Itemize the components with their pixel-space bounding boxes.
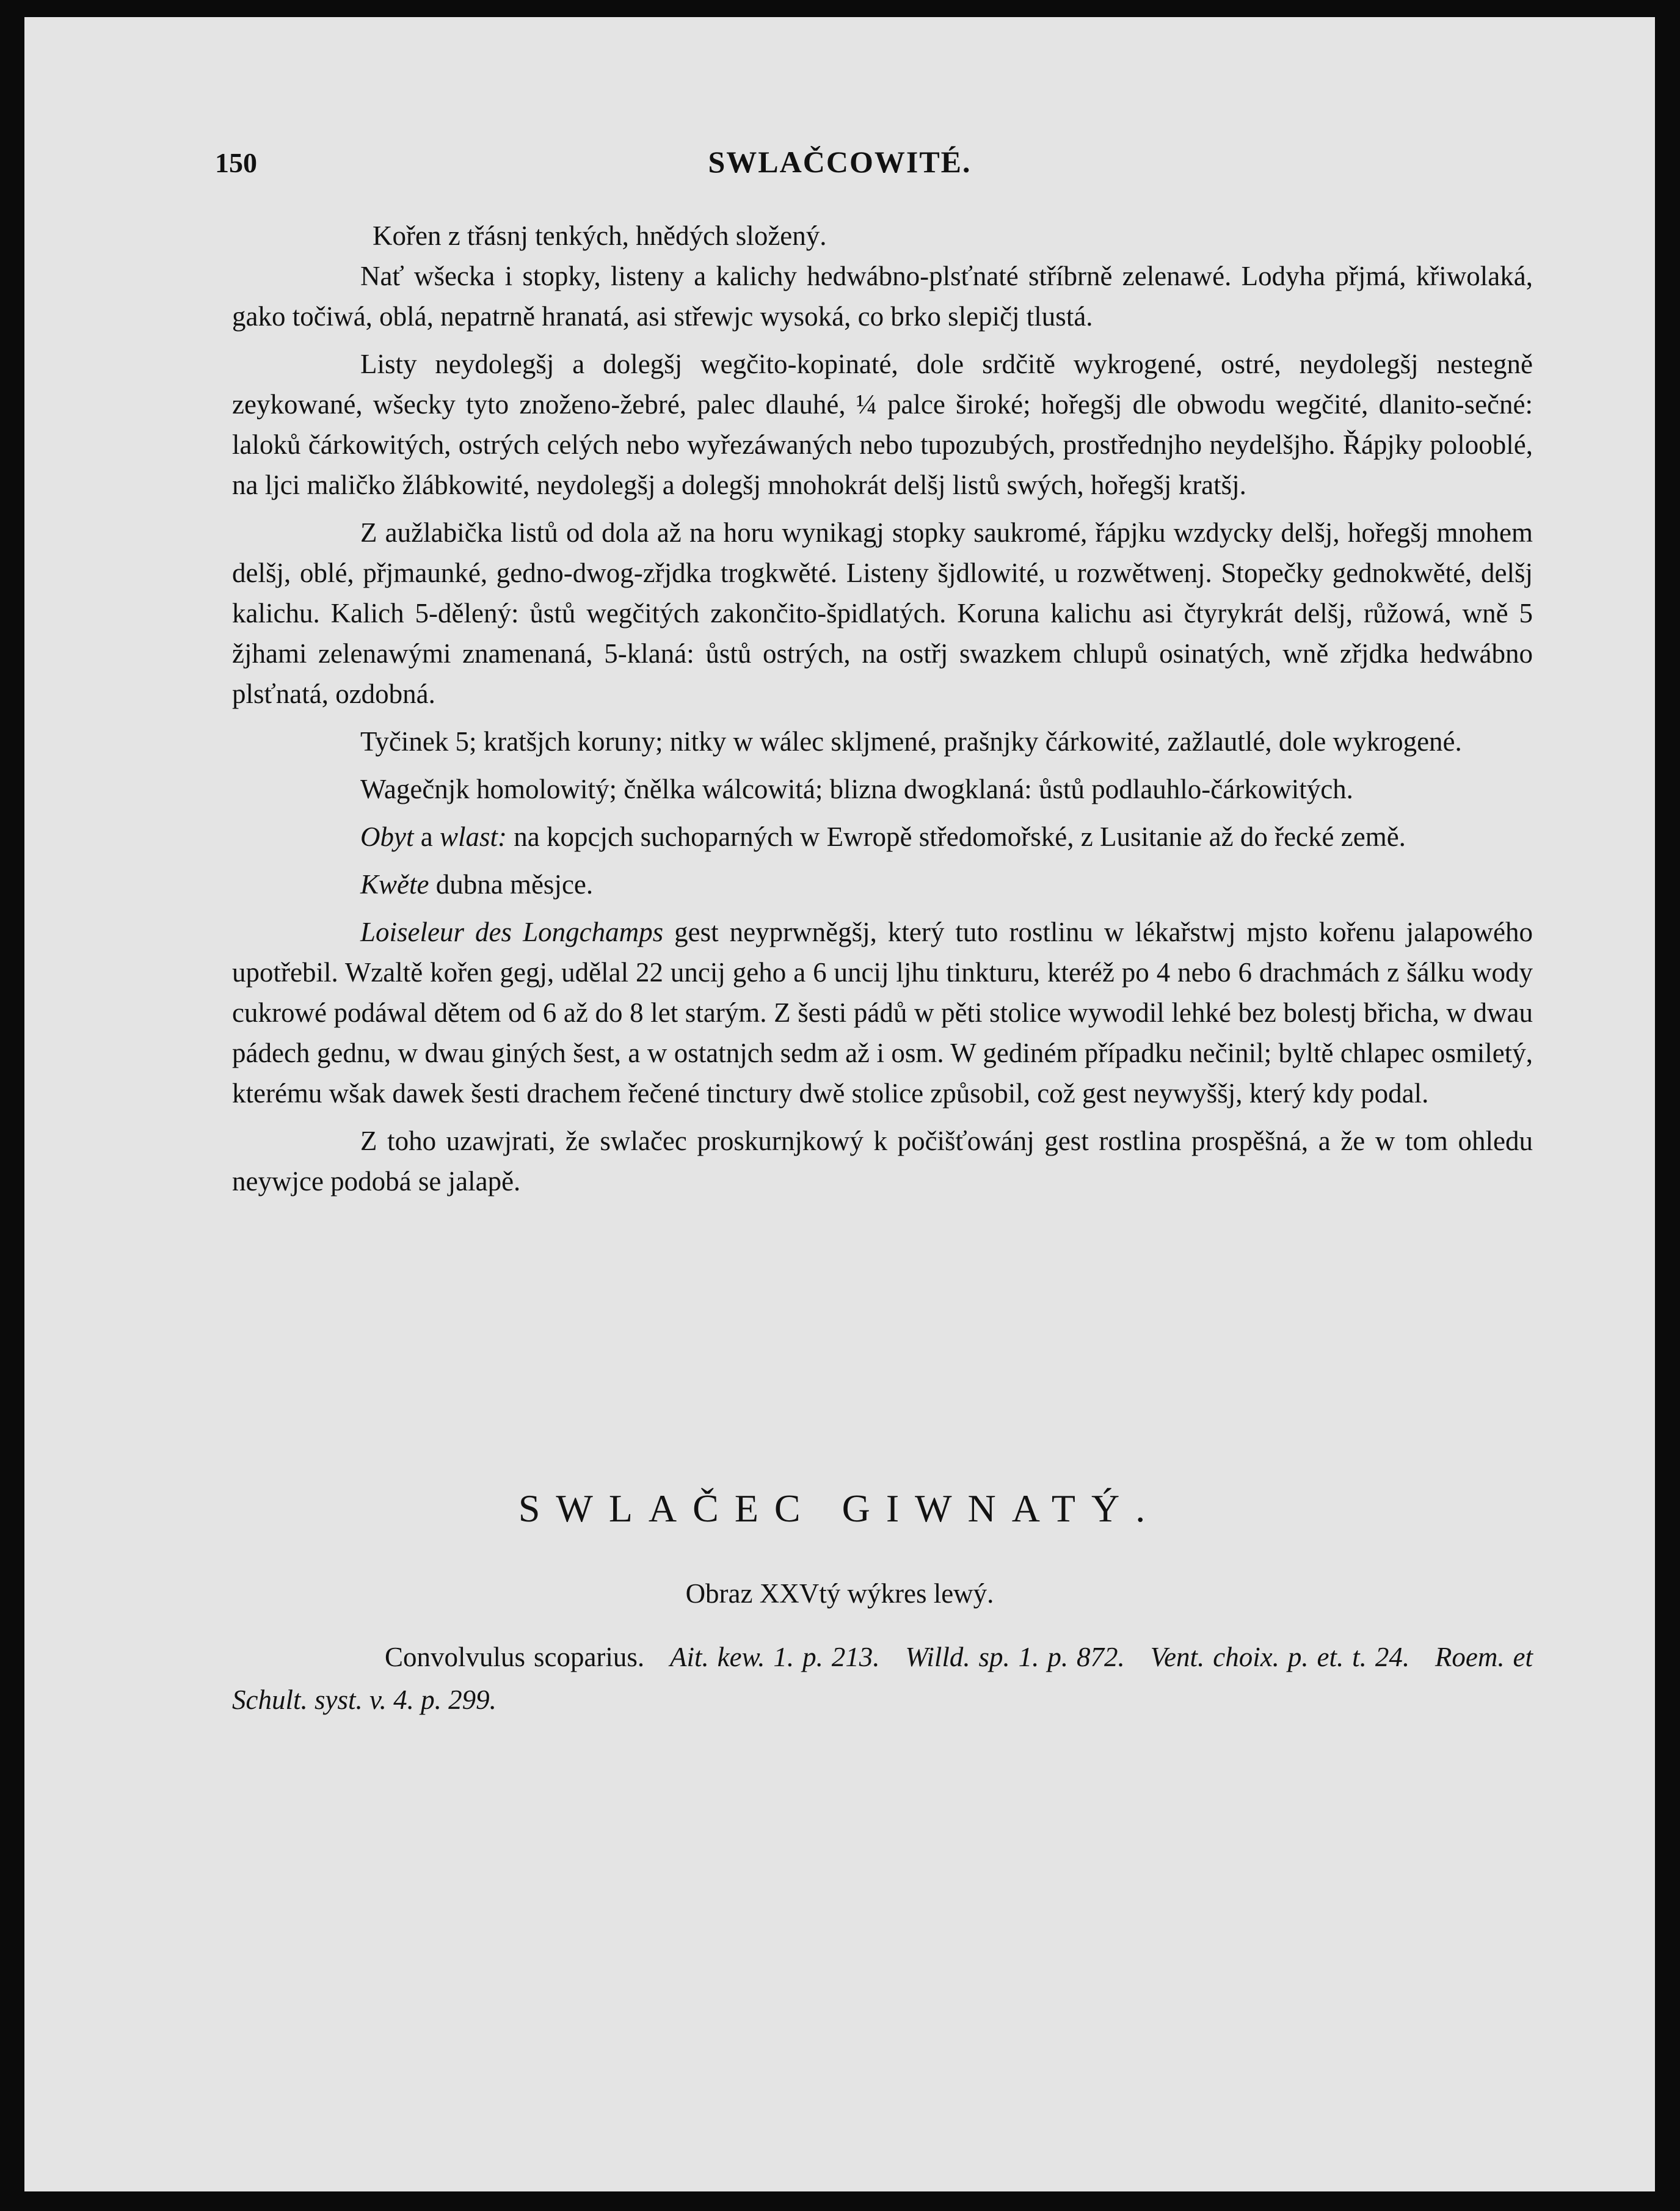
synonym-ref-aiton: Ait. kew. 1. p. 213. [669,1642,880,1672]
paragraph-root: Kořen z třásnj tenkých, hnědých složený. [373,220,827,251]
paragraph-habitat [232,817,1533,857]
running-head: SWLAČCOWITÉ. [708,145,972,179]
paragraph-medical-use [232,912,1533,1113]
paragraph-flower-stalks: Z aužlabička listů od dola až na horu wynikagj stopky saukromé, řápjku wzdycky delšj, hořegšj mnohem delšj, oblé, přjmaunké, gedno-dwog-zřjdka trogkwěté. Listeny šjdlowité, u rozwětwenj. Stopečky gednokwěté, delšj kalichu. Kalich 5-dělený: ůstů wegčitých zakončito-špidlatých. Koruna kalichu asi čtyrykrát delšj, růžowá, wně 5 žjhami zelenawými znamenaná, 5-klaná: ůstů ostrých, na ostřj swazkem chlupů osinatých, wně zřjdka hedwábno plsťnatá, ozdobná. [232,517,1533,709]
habitat-label-2: wlast: [439,821,507,852]
page-number: 150 [215,147,257,178]
page [24,17,1655,2191]
synonym-ref-willdenow: Willd. sp. 1. p. 872. [905,1642,1125,1672]
synonym-ref-ventenat: Vent. choix. p. et. t. 24. [1150,1642,1410,1672]
medical-use-text: gest neyprwněgšj, který tuto rostlinu w lékařstwj mjsto kořenu jalapowého upotřebil. Wzaltě kořen gegj, udělal 22 uncij geho a 6 uncij ljhu tinkturu, kteréž po 4 nebo 6 drachmách z šálku wody cukrowé podáwal dětem od 6 až do 8 let starým. Z šesti pádů w pěti stolice wywodil lehké bez bolestj břicha, w dwau pádech gednu, w dwau giných šest, a w ostatnjch sedm až i osm. W gediném případku nečinil; byltě chlapec osmiletý, kterému wšak dawek šesti drachem řečené tinctury dwě stolice způsobil, což gest neywyššj, který kdy podal. [232,917,1533,1109]
paragraph-ovary: Wagečnjk homolowitý; čnělka wálcowitá; blizna dwogklaná: ůstů podlauhlo-čárkowitých. [360,774,1353,804]
paragraph-flowering [232,864,1533,905]
paragraph-stamens: Tyčinek 5; kratšjch koruny; nitky w wálec skljmené, prašnjky čárkowité, zažlautlé, dole wykrogené. [360,726,1462,757]
synonym-name: Convolvulus scoparius. [385,1642,645,1672]
synonymy [232,1636,1533,1721]
body-text [232,216,1533,1201]
flowering-label: Kwěte [360,869,429,900]
paragraph-stem: Nať wšecka i stopky, listeny a kalichy hedwábno-plsťnaté stříbrně zelenawé. Lodyha přjmá, křiwolaká, gako točiwá, oblá, nepatrně hranatá, asi střewjc wysoká, co brko slepičj tlustá. [232,261,1533,332]
habitat-conj: a [413,821,440,852]
synonymy-line [232,1636,1533,1721]
habitat-label-1: Obyt [360,821,414,852]
flowering-text: dubna měsjce. [429,869,594,900]
figure-reference: Obraz XXVtý wýkres lewý. [685,1578,994,1609]
synonym-ref-roemer-schultes: Roem. et Schult. syst. v. 4. p. 299. [232,1642,1533,1715]
paragraph-conclusion: Z toho uzawjrati, že swlačec proskurnjkowý k počišťowánj gest rostlina prospěšná, a že w tom ohledu neywjce podobá se jalapě. [232,1126,1533,1197]
habitat-text: na kopcjch suchoparných w Ewropě středomořské, z Lusitanie až do řecké země. [507,821,1406,852]
author-name: Loiseleur des Longchamps [360,917,664,947]
species-title: SWLAČEC GIWNATÝ. [518,1487,1162,1530]
paragraph-leaves: Listy neydolegšj a dolegšj wegčito-kopinaté, dole srdčitě wykrogené, ostré, neydolegšj nestegně zeykowané, wšecky tyto znoženo-žebré, palec dlauhé, ¼ palce široké; hořegšj dle obwodu wegčité, dlanito-sečné: laloků čárkowitých, ostrých celých nebo wyřezáwaných nebo tupozubých, prostřednjho neydelšjho. Řápjky polooblé, na ljci maličko žlábkowité, neydolegšj a dolegšj mnohokrát delšj listů swých, hořegšj kratšj. [232,349,1533,500]
